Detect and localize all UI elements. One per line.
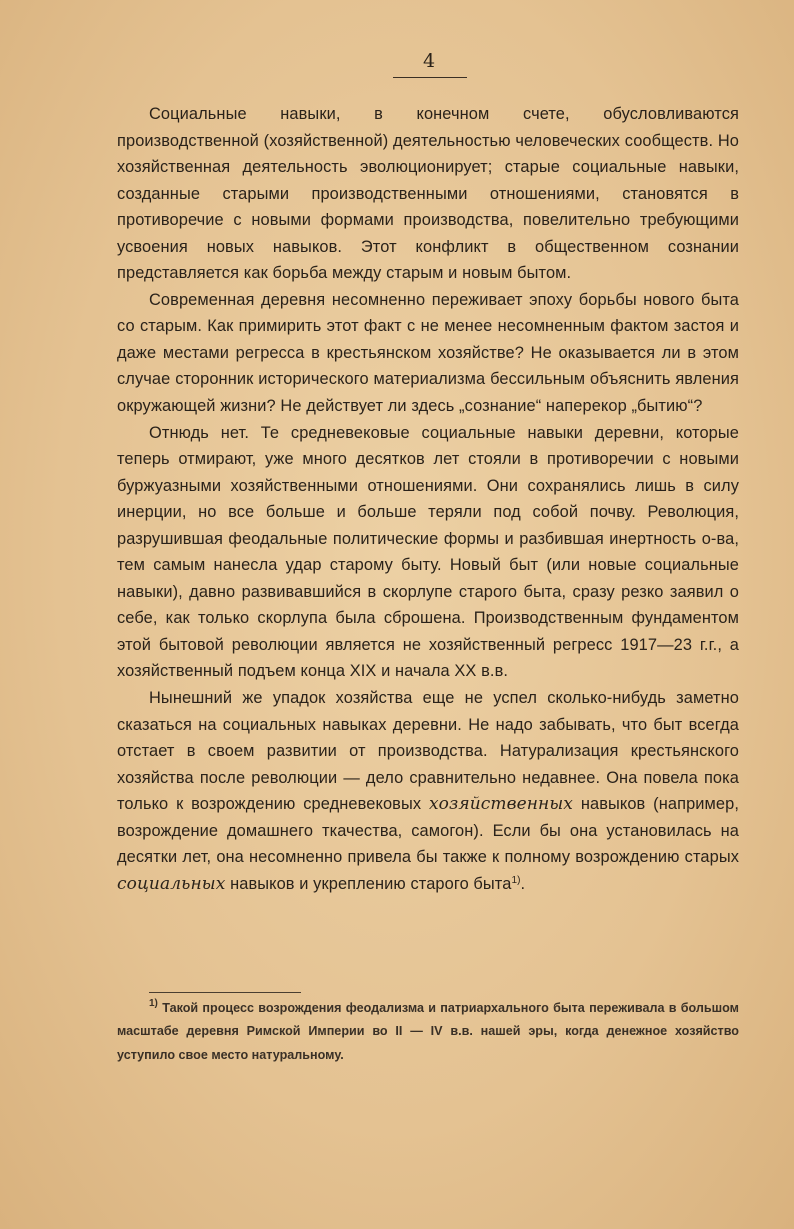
emphasis-social: социальных: [117, 873, 226, 894]
paragraph-4: [117, 685, 739, 897]
footnote-text: Такой процесс возрождения феодализма и патриархального быта переживала в большом масштабе деревня Римской Империи во II — IV в.в. нашей эры, когда денежное хозяйство уступило свое место натуральному.: [117, 1001, 739, 1062]
paragraph-1: Социальные навыки, в конечном счете, обусловливаются производственной (хозяйственной) деятельностью человеческих сообществ. Но хозяйственная деятельность эволюционирует; старые социальные навыки, созданные старыми производственными отношениями, становятся в противоречие с новыми формами производства, повелительно требующими усвоения новых навыков. Этот конфликт в общественном сознании представляется как борьба между старым и новым бытом.: [117, 105, 739, 283]
main-text: [117, 101, 739, 897]
paragraph-4-part-1: Нынешний же упадок хозяйства еще не успел сколько-нибудь заметно сказаться на социальных навыках деревни. Не надо забывать, что быт всегда отстает в своем развитии от производства. Натурализация крестьянского хозяйства после революции — дело сравнительно недавнее. Она повела пока только к возрождению средневековых: [117, 689, 739, 814]
paragraph-4-part-3: навыков и укреплению старого быта: [230, 874, 512, 893]
paragraph-2: Современная деревня несомненно переживает эпоху борьбы нового быта со старым. Как примирить этот факт с не менее несомненным фактом застоя и даже местами регресса в крестьянском хозяйстве? Не оказывается ли в этом случае сторонник исторического материализма бессильным объяснить явления окружающей жизни? Не действует ли здесь „сознание“ наперекор „бытию“?: [117, 290, 739, 416]
paragraph-3: Отнюдь нет. Те средневековые социальные навыки деревни, которые теперь отмирают, уже много десятков лет стояли в противоречии с новыми буржуазными хозяйственными отношениями. Они сохранялись лишь в силу инерции, но все больше и больше теряли под собой почву. Революция, разрушившая феодальные политические формы и разбившая инертность о-ва, тем самым нанесла удар старому быту. Новый быт (или новые социальные навыки), давно развивавшийся в скорлупе старого быта, сразу резко заявил о себе, как только скорлупа была сброшена. Производственным фундаментом этой бытовой революции является не хозяйственный регресс 1917—23 г.г., а хозяйственный подъем конца XIX и начала XX в.в.: [117, 423, 739, 681]
emphasis-economic: хозяйственных: [428, 794, 573, 815]
footnote-paragraph: [117, 997, 739, 1067]
page-number: 4: [422, 50, 436, 72]
footnote: [117, 997, 739, 1067]
footnote-marker: 1): [149, 998, 158, 1009]
paragraph-4-end: .: [520, 874, 526, 893]
footnote-rule: [149, 992, 301, 993]
paragraph-4-part-2: навыков (например, возрождение домашнего ткачества, самогон). Если бы она установилась на десятки лет, она несомненно привела бы также к полному возрождению старых: [117, 795, 740, 867]
footnote-reference: 1): [511, 874, 521, 886]
page-number-rule: [393, 77, 467, 78]
